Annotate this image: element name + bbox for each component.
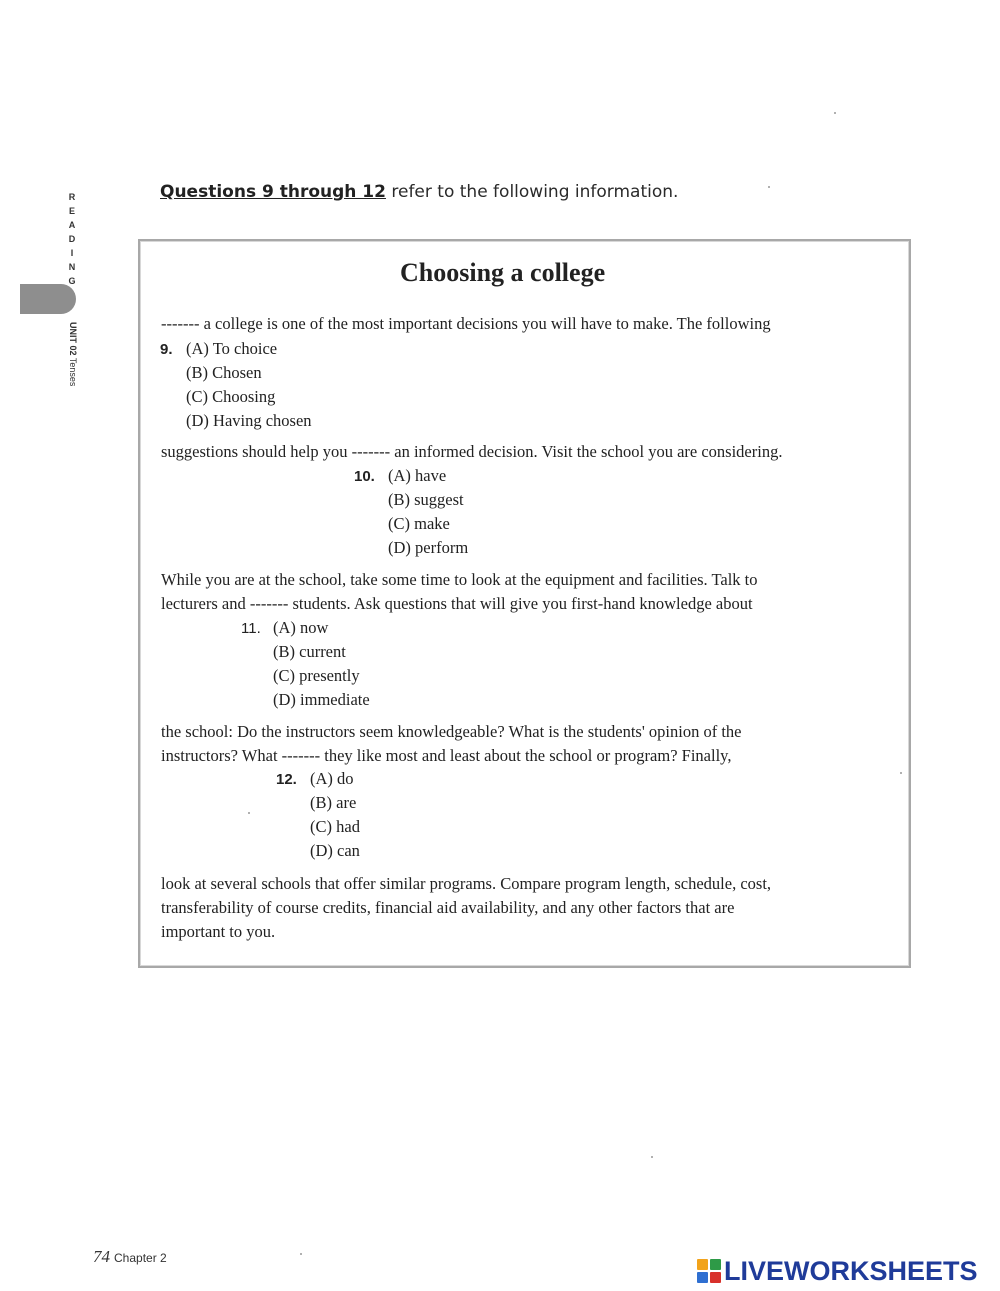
section-letter: G bbox=[68, 276, 76, 286]
passage-line: suggestions should help you ------- an informed decision. Visit the school you are considering. bbox=[161, 442, 783, 461]
logo-square bbox=[697, 1259, 708, 1270]
section-letter: I bbox=[70, 248, 74, 258]
answer-option[interactable]: (D) immediate bbox=[273, 690, 370, 709]
question-10 bbox=[354, 466, 375, 486]
question-12 bbox=[276, 769, 297, 789]
section-letter: R bbox=[68, 192, 76, 202]
answer-option[interactable]: (D) can bbox=[310, 841, 360, 860]
question-number: 10. bbox=[354, 468, 375, 485]
instruction-text: refer to the following information. bbox=[385, 182, 679, 202]
logo-square bbox=[697, 1272, 708, 1283]
passage-title: Choosing a college bbox=[400, 258, 606, 287]
section-letter: E bbox=[68, 206, 75, 216]
unit-label-bold: UNIT 02 bbox=[68, 322, 78, 356]
chapter-label: Chapter 2 bbox=[114, 1251, 167, 1265]
passage-line: the school: Do the instructors seem knowledgeable? What is the students' opinion of the bbox=[161, 722, 742, 741]
unit-label bbox=[62, 322, 78, 402]
passage-line: ------- a college is one of the most important decisions you will have to make. The following bbox=[161, 314, 771, 333]
scan-speck bbox=[248, 812, 250, 814]
answer-option[interactable]: (C) had bbox=[310, 817, 360, 836]
question-number: 11. bbox=[241, 620, 261, 637]
answer-option[interactable]: (C) make bbox=[388, 514, 450, 533]
section-label-reading bbox=[66, 190, 78, 288]
answer-option[interactable]: (A) now bbox=[273, 618, 329, 637]
scan-speck bbox=[768, 186, 770, 188]
questions-range: Questions 9 through 12 bbox=[160, 182, 386, 202]
answer-option[interactable]: (A) have bbox=[388, 466, 447, 485]
answer-option[interactable]: (C) Choosing bbox=[186, 387, 276, 406]
answer-option[interactable]: (C) presently bbox=[273, 666, 360, 685]
scan-speck bbox=[900, 772, 902, 774]
scan-speck bbox=[300, 1253, 302, 1255]
section-letter: A bbox=[68, 220, 76, 230]
answer-option[interactable]: (D) perform bbox=[388, 538, 469, 557]
logo-square bbox=[710, 1259, 721, 1270]
question-9 bbox=[160, 339, 173, 359]
logo-text: LIVEWORKSHEETS bbox=[724, 1255, 978, 1286]
answer-option[interactable]: (D) Having chosen bbox=[186, 411, 312, 430]
section-tab-marker bbox=[20, 284, 76, 314]
section-letter: N bbox=[68, 262, 76, 272]
answer-option[interactable]: (B) are bbox=[310, 793, 357, 812]
question-number: 12. bbox=[276, 771, 297, 788]
page-number: 74 bbox=[93, 1247, 110, 1266]
passage-line: While you are at the school, take some time to look at the equipment and facilities. Talk to bbox=[161, 570, 758, 589]
passage-line: look at several schools that offer similar programs. Compare program length, schedule, cost, bbox=[161, 874, 772, 893]
answer-option[interactable]: (B) current bbox=[273, 642, 346, 661]
questions-instruction bbox=[160, 182, 678, 202]
unit-label-rest: Tenses bbox=[68, 355, 78, 387]
passage-line: important to you. bbox=[161, 922, 276, 941]
logo-square bbox=[710, 1272, 721, 1283]
answer-option[interactable]: (B) Chosen bbox=[186, 363, 262, 382]
passage-line: lecturers and ------- students. Ask questions that will give you first-hand knowledge about bbox=[161, 594, 753, 613]
answer-option[interactable]: (A) do bbox=[310, 769, 354, 788]
logo-icon bbox=[697, 1259, 721, 1283]
answer-option[interactable]: (B) suggest bbox=[388, 490, 464, 509]
question-number: 9. bbox=[160, 341, 173, 358]
page-footer bbox=[93, 1247, 167, 1267]
answer-option[interactable]: (A) To choice bbox=[186, 339, 278, 358]
passage-line: transferability of course credits, financial aid availability, and any other factors that are bbox=[161, 898, 735, 917]
question-11 bbox=[241, 618, 261, 638]
passage-line: instructors? What ------- they like most and least about the school or program? Finally, bbox=[161, 746, 732, 765]
section-letter: D bbox=[68, 234, 76, 244]
liveworksheets-logo bbox=[697, 1256, 978, 1286]
scan-speck bbox=[651, 1156, 653, 1158]
scan-speck bbox=[834, 112, 836, 114]
